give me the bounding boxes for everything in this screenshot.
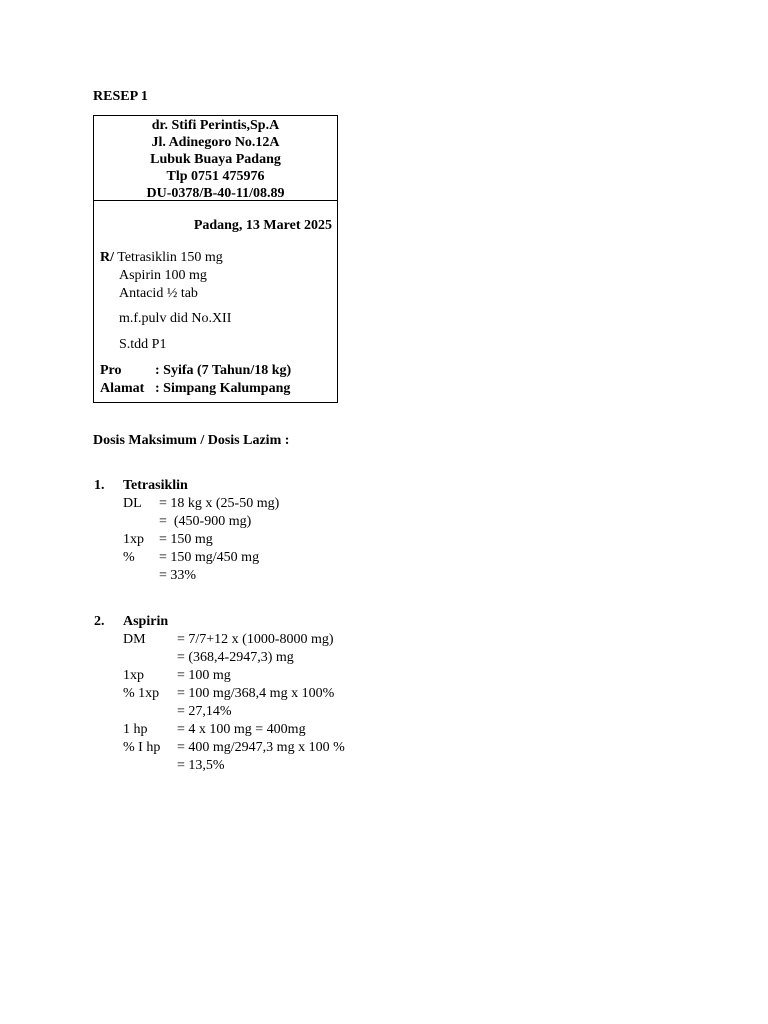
calculation-value: = (368,4-2947,3) mg: [177, 650, 294, 665]
address-label: Alamat: [100, 381, 145, 396]
signa-instruction: S.tdd P1: [119, 337, 167, 352]
compounding-instruction: m.f.pulv did No.XII: [119, 311, 232, 326]
calculation-row: [94, 549, 279, 567]
calculation-drug-name: Tetrasiklin: [123, 478, 188, 493]
prescription-item: Antacid ½ tab: [119, 286, 198, 301]
prescription-header: [94, 116, 337, 201]
calculation-row: [94, 531, 279, 549]
calculation-value: = 7/7+12 x (1000-8000 mg): [177, 632, 334, 647]
calculation-label: [123, 757, 177, 775]
calculation-label: % I hp: [123, 740, 161, 755]
calculation-value: = 400 mg/2947,3 mg x 100 %: [177, 740, 345, 755]
prescription-box: [93, 115, 338, 403]
calculation-value: = 18 kg x (25-50 mg): [159, 496, 280, 511]
calculation-row: [94, 513, 279, 531]
calculation-label: [123, 649, 177, 667]
calculation-drug-name: Aspirin: [123, 614, 169, 629]
calculation-row: [94, 685, 345, 703]
page-heading: RESEP 1: [93, 89, 148, 104]
calculation-row: [94, 649, 345, 667]
calculation-label: [123, 567, 159, 585]
calculation-label: 1xp: [123, 668, 144, 683]
doctor-address-line-2: Lubuk Buaya Padang: [150, 152, 281, 167]
calculation-value: = 27,14%: [177, 704, 232, 719]
calculation-row: [94, 495, 279, 513]
calculation-title: [94, 477, 279, 495]
address-value: : Simpang Kalumpang: [155, 381, 291, 396]
calculation-value: = 150 mg/450 mg: [159, 550, 260, 565]
calculation-row: [94, 631, 345, 649]
calculation-row: [94, 567, 279, 585]
calculation-number: 2.: [94, 614, 105, 629]
calculation-label: % 1xp: [123, 686, 160, 701]
calculation-tetrasiklin: [94, 477, 279, 585]
calculation-value: = 100 mg: [177, 668, 231, 683]
prescription-items: [100, 249, 223, 303]
doctor-name: dr. Stifi Perintis,Sp.A: [151, 118, 280, 133]
doctor-address-line-1: Jl. Adinegoro No.12A: [151, 135, 280, 150]
calculation-label: DM: [123, 632, 146, 647]
section-title: Dosis Maksimum / Dosis Lazim :: [93, 433, 290, 448]
calculation-label: [123, 513, 159, 531]
calculation-label: %: [123, 550, 135, 565]
patient-label: Pro: [100, 363, 122, 378]
calculation-aspirin: [94, 613, 345, 775]
doctor-license: DU-0378/B-40-11/08.89: [146, 186, 285, 201]
prescription-item: Aspirin 100 mg: [119, 268, 207, 283]
calculation-value: = 13,5%: [177, 758, 225, 773]
calculation-label: 1xp: [123, 532, 144, 547]
calculation-value: = 4 x 100 mg = 400mg: [177, 722, 306, 737]
calculation-value: = 150 mg: [159, 532, 213, 547]
calculation-row: [94, 757, 345, 775]
prescription-item: [100, 249, 223, 267]
calculation-row: [94, 739, 345, 757]
calculation-number: 1.: [94, 478, 105, 493]
calculation-label: 1 hp: [123, 722, 148, 737]
prescription-date: Padang, 13 Maret 2025: [193, 218, 332, 233]
calculation-row: [94, 721, 345, 739]
calculation-value: = (450-900 mg): [159, 514, 252, 529]
calculation-label: [123, 703, 177, 721]
patient-row: [100, 362, 291, 380]
calculation-label: DL: [123, 496, 142, 511]
address-row: [100, 380, 291, 398]
rx-prefix: R/: [100, 250, 114, 265]
patient-value: : Syifa (7 Tahun/18 kg): [155, 363, 292, 378]
prescription-item-text: Tetrasiklin 150 mg: [117, 250, 223, 265]
calculation-value: = 33%: [159, 568, 197, 583]
doctor-phone: Tlp 0751 475976: [166, 169, 265, 184]
calculation-row: [94, 667, 345, 685]
calculation-value: = 100 mg/368,4 mg x 100%: [177, 686, 335, 701]
calculation-title: [94, 613, 345, 631]
patient-info: [100, 362, 291, 398]
calculation-row: [94, 703, 345, 721]
